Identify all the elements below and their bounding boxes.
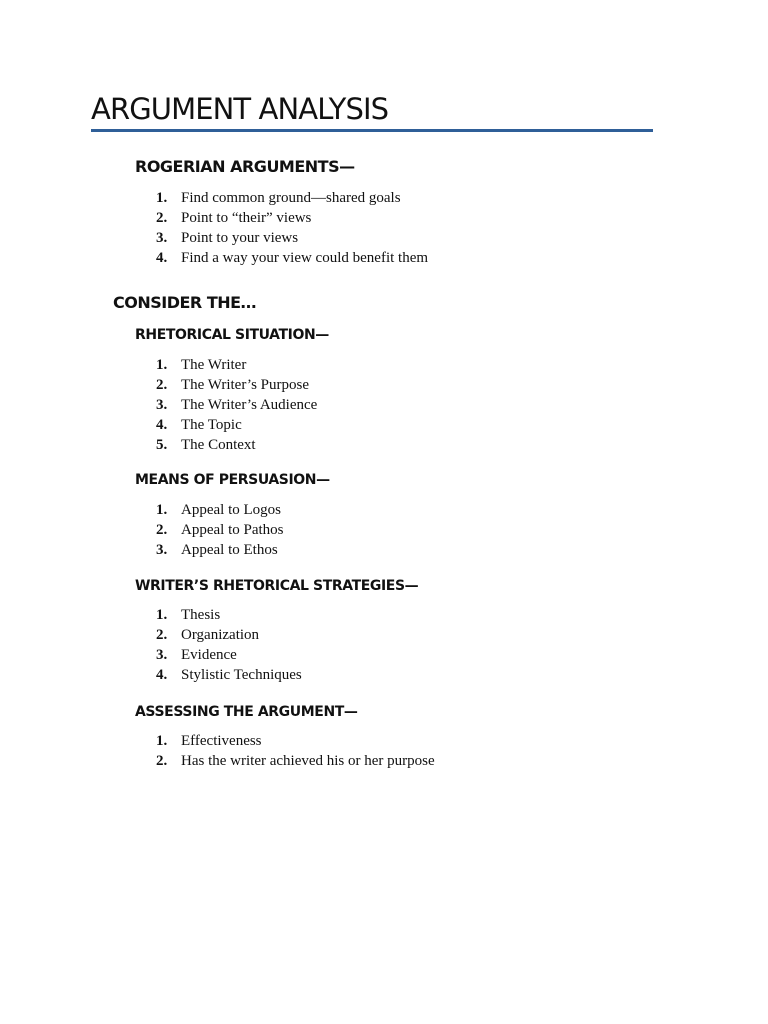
list-rogerian-arguments — [156, 188, 428, 268]
list-item: 1. Appeal to Logos — [156, 502, 281, 518]
list-item: 2. Has the writer achieved his or her purpose — [156, 753, 435, 769]
list-rhetorical-situation — [156, 355, 317, 455]
list-assessing-the-argument — [156, 731, 435, 771]
list-item: 3. The Writer’s Audience — [156, 397, 318, 413]
heading-rhetorical-situation: RHETORICAL SITUATION— — [135, 327, 329, 343]
list-item: 4. The Topic — [156, 417, 242, 433]
list-item: 1. Effectiveness — [156, 733, 262, 749]
list-item: 2. Point to “their” views — [156, 210, 312, 226]
list-item: 4. Stylistic Techniques — [156, 667, 302, 683]
title-underline — [91, 129, 653, 132]
heading-rogerian-arguments: ROGERIAN ARGUMENTS— — [135, 157, 355, 176]
heading-means-of-persuasion: MEANS OF PERSUASION— — [135, 472, 330, 488]
list-item: 5. The Context — [156, 437, 256, 453]
heading-assessing-the-argument: ASSESSING THE ARGUMENT— — [135, 704, 358, 720]
list-item: 1. The Writer — [156, 357, 247, 373]
list-item: 1. Thesis — [156, 607, 221, 623]
list-item: 1. Find common ground—shared goals — [156, 190, 401, 206]
list-item: 2. The Writer’s Purpose — [156, 377, 309, 393]
list-item: 4. Find a way your view could benefit them — [156, 250, 429, 266]
list-rhetorical-strategies — [156, 605, 302, 685]
list-means-of-persuasion — [156, 500, 284, 560]
heading-consider-the: CONSIDER THE… — [113, 293, 257, 312]
list-item: 3. Point to your views — [156, 230, 299, 246]
page-title: ARGUMENT ANALYSIS — [91, 92, 389, 126]
list-item: 3. Evidence — [156, 647, 237, 663]
heading-rhetorical-strategies: WRITER’S RHETORICAL STRATEGIES— — [135, 578, 419, 594]
list-item: 2. Appeal to Pathos — [156, 522, 284, 538]
list-item: 3. Appeal to Ethos — [156, 542, 278, 558]
list-item: 2. Organization — [156, 627, 260, 643]
